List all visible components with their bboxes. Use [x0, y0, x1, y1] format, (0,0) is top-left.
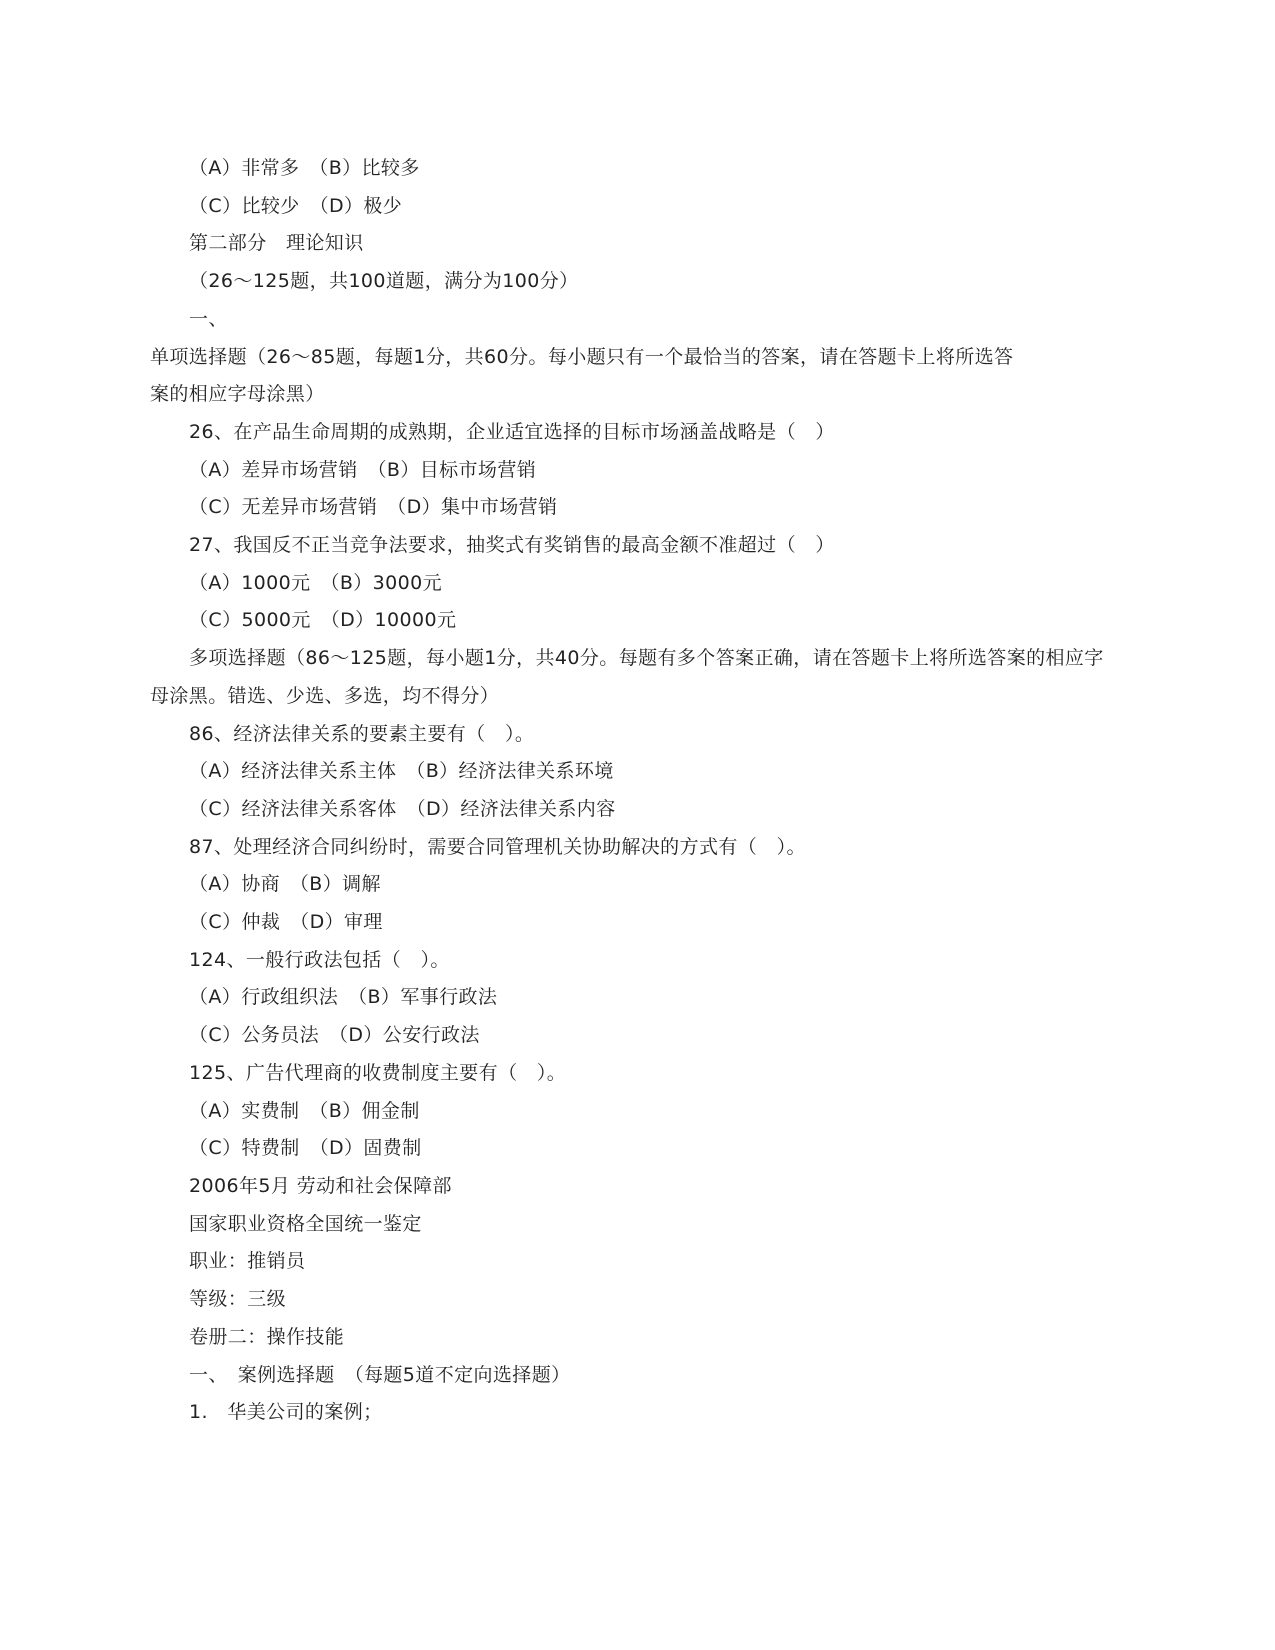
document-body	[150, 150, 1115, 1432]
answer-options-line: （A）行政组织法 （B）军事行政法	[189, 986, 498, 1009]
answer-options-line: （C）公务员法 （D）公安行政法	[189, 1024, 480, 1047]
text-line: 卷册二：操作技能	[189, 1325, 345, 1348]
answer-options-line: （C）5000元 （D）10000元	[189, 609, 457, 632]
answer-options-line: （C）特费制 （D）固费制	[189, 1137, 422, 1160]
text-line: （26～125题，共100道题，满分为100分）	[189, 270, 579, 293]
question-line: 125、广告代理商的收费制度主要有（ ）。	[189, 1061, 567, 1084]
section-instructions: 多项选择题（86～125题，每小题1分，共40分。每题有多个答案正确，请在答题卡上将所选答案的相应字母涂黑。错选、少选、多选，均不得分）	[150, 647, 1104, 707]
answer-options-line: （A）1000元 （B）3000元	[189, 571, 443, 594]
question-line: 87、处理经济合同纠纷时，需要合同管理机关协助解决的方式有（ ）。	[189, 835, 806, 858]
answer-options-line: （A）非常多 （B）比较多	[189, 157, 420, 179]
section-instructions: 一、 案例选择题 （每题5道不定向选择题）	[189, 1363, 571, 1386]
text-line: 案的相应字母涂黑）	[150, 383, 325, 406]
question-line: 124、一般行政法包括（ ）。	[189, 948, 450, 971]
text-line: 国家职业资格全国统一鉴定	[189, 1212, 422, 1235]
question-line: 27、我国反不正当竞争法要求，抽奖式有奖销售的最高金额不准超过（ ）	[189, 534, 835, 557]
answer-options-line: （A）协商 （B）调解	[189, 873, 381, 896]
answer-options-line: （A）差异市场营销 （B）目标市场营销	[189, 458, 537, 481]
text-line: 等级：三级	[189, 1288, 287, 1311]
question-line: 26、在产品生命周期的成熟期，企业适宜选择的目标市场涵盖战略是（ ）	[189, 420, 835, 443]
section-instructions: 单项选择题（26～85题，每题1分，共60分。每小题只有一个最恰当的答案，请在答题卡上将所选答	[150, 345, 1014, 368]
answer-options-line: （C）仲裁 （D）审理	[189, 911, 383, 934]
text-line: 一、	[189, 307, 228, 330]
text-line: 职业：推销员	[189, 1250, 306, 1273]
answer-options-line: （C）无差异市场营销 （D）集中市场营销	[189, 496, 558, 519]
question-line: 86、经济法律关系的要素主要有（ ）。	[189, 722, 535, 745]
text-line: 1. 华美公司的案例；	[189, 1401, 383, 1424]
answer-options-line: （C）比较少 （D）极少	[189, 194, 403, 217]
text-line: 2006年5月 劳动和社会保障部	[189, 1174, 452, 1197]
answer-options-line: （A）实费制 （B）佣金制	[189, 1099, 420, 1122]
answer-options-line: （A）经济法律关系主体 （B）经济法律关系环境	[189, 760, 614, 783]
text-line: 第二部分 理论知识	[189, 232, 364, 255]
answer-options-line: （C）经济法律关系客体 （D）经济法律关系内容	[189, 797, 616, 820]
